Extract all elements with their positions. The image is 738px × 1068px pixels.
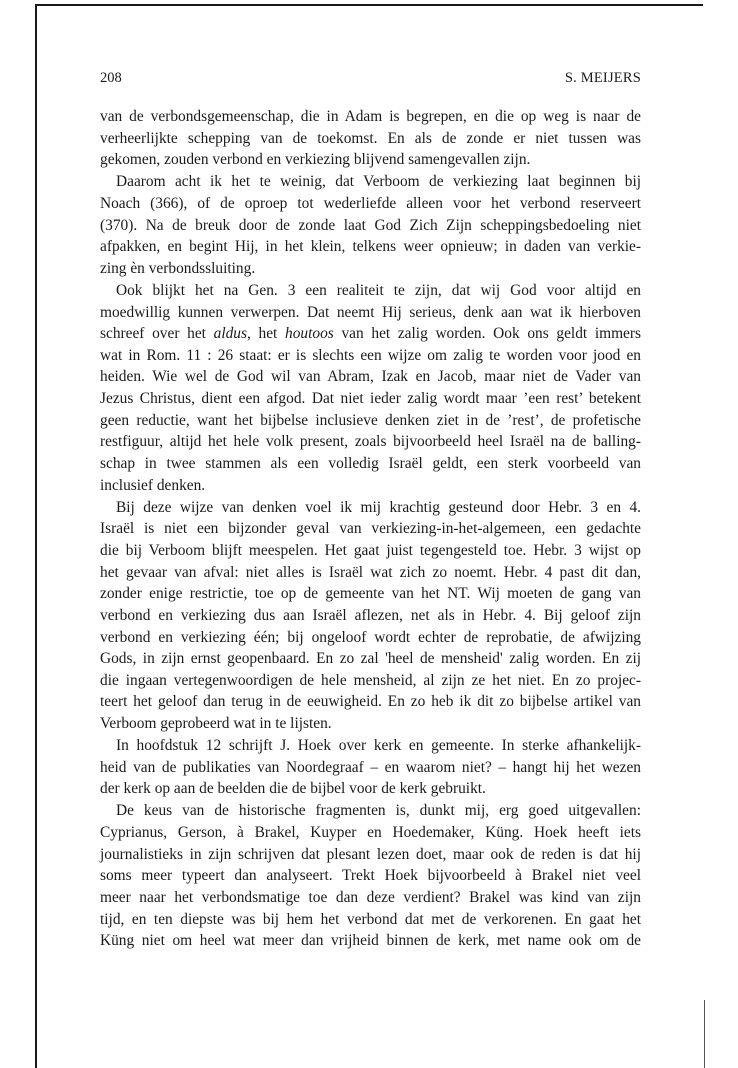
- text-line: In hoofdstuk 12 schrijft J. Hoek over kerk en gemeente. In sterke afhankelijk-: [116, 737, 641, 755]
- body-text: [100, 106, 641, 952]
- text-line: inclusief denken.: [100, 476, 206, 494]
- text-line: Daarom acht ik het te weinig, dat Verboom de verkiezing laat beginnen bij: [116, 173, 641, 191]
- paragraph: [100, 735, 641, 800]
- text-line: van de verbondsgemeenschap, die in Adam is begrepen, en die op weg is naar de: [100, 108, 641, 125]
- paragraph: [100, 171, 641, 279]
- text-line: wat in Rom. 11 : 26 staat: er is slechts een wijze om zalig te worden voor jood en: [100, 346, 641, 364]
- text-line: schap in twee stammen als een volledig Israël geldt, een sterk voorbeeld van: [100, 455, 641, 473]
- text-segment: schreef over het: [100, 325, 214, 343]
- text-line: gekomen, zouden verbond en verkiezing blijvend samengevallen zijn.: [100, 151, 531, 169]
- text-line: heid van de publikaties van Noordegraaf – en waarom niet? – hangt hij het wezen: [100, 758, 641, 776]
- text-line: verheerlijkte schepping van de toekomst. En als de zonde er niet tussen was: [100, 129, 641, 147]
- text-line: zonder enige restrictie, toe op de gemeente van het NT. Wij moeten de gang van: [100, 585, 641, 603]
- text-line: Küng niet om heel wat meer dan vrijheid binnen de kerk, met name ook om de: [100, 932, 641, 950]
- scan-border-right: [704, 1000, 705, 1068]
- text-line: die bij Verboom blijft meespelen. Het gaat juist tegengesteld toe. Hebr. 3 wijst op: [100, 541, 641, 559]
- scan-border-top: [35, 4, 703, 6]
- italic-term: aldus: [213, 325, 247, 343]
- text-line: Jezus Christus, dient een afgod. Dat niet ieder zalig wordt maar ’een rest’ betekent: [100, 390, 641, 408]
- text-line: Noach (366), of de oproep tot wederliefde alleen voor het verbond reserveert: [100, 194, 641, 212]
- text-line: Ook blijkt het na Gen. 3 een realiteit te zijn, dat wij God voor altijd en: [116, 281, 641, 299]
- scan-border-left: [35, 4, 37, 1068]
- running-header: [100, 66, 641, 90]
- text-line: het gevaar van afval: niet alles is Israël wat zich zo noemt. Hebr. 4 past dit dan,: [100, 563, 641, 581]
- paragraph: [100, 106, 641, 171]
- text-line: die ingaan vertegenwoordigen de hele mensheid, al zijn ze het niet. En zo projec-: [100, 671, 641, 689]
- running-head-author: S. MEIJERS: [564, 70, 641, 86]
- text-line: tijd, en ten diepste was bij hem het verbond dat met de verkorenen. En gaat het: [100, 910, 641, 928]
- text-line: Bij deze wijze van denken voel ik mij krachtig gesteund door Hebr. 3 en 4.: [116, 498, 641, 516]
- text-line: Verboom geprobeerd wat in te lijsten.: [100, 715, 332, 733]
- text-line: moedwillig kunnen verwerpen. Dat neemt Hij serieus, denk aan wat ik hierboven: [100, 303, 641, 321]
- text-line: (370). Na de breuk door de zonde laat God Zich Zijn scheppingsbedoeling niet: [100, 216, 641, 234]
- text-line: restfiguur, altijd het hele volk present, zoals bijvoorbeeld heel Israël na de balling-: [100, 433, 641, 451]
- text-line: verbond en verkiezing dus aan Israël aflezen, net als in Hebr. 4. Bij geloof zijn: [100, 606, 641, 624]
- text-segment: , het: [247, 325, 286, 343]
- text-line: afpakken, en begint Hij, in het klein, telkens weer opnieuw; in daden van verkie-: [100, 238, 641, 256]
- text-line: Cyprianus, Gerson, à Brakel, Kuyper en Hoedemaker, Küng. Hoek heeft iets: [100, 824, 641, 842]
- paragraph: [100, 800, 641, 951]
- text-line: verbond en verkiezing één; bij ongeloof wordt echter de reprobatie, de afwijzing: [100, 628, 641, 646]
- text-line: zing èn verbondssluiting.: [100, 259, 256, 277]
- paragraph: [100, 497, 641, 735]
- text-segment: van het zalig worden. Ook ons geldt immers: [333, 325, 642, 343]
- text-line: De keus van de historische fragmenten is, dunkt mij, erg goed uitgevallen:: [116, 802, 641, 820]
- text-line: geen reductie, want het bijbelse inclusieve denken ziet in de ’rest’, de profetische: [100, 411, 641, 429]
- page-number: 208: [100, 70, 122, 86]
- paragraph: [100, 280, 641, 496]
- text-line: teert het geloof dan terug in de eeuwigheid. En zo heb ik dit zo bijbelse artikel van: [100, 693, 641, 711]
- text-line: soms meer typeert dan analyseert. Trekt Hoek bijvoorbeeld à Brakel niet veel: [100, 867, 641, 885]
- text-line: journalistieks in zijn schrijven dat plesant lezen doet, maar ook de reden is dat hij: [100, 845, 641, 863]
- text-line: Israël is niet een bijzonder geval van verkiezing-in-het-algemeen, een gedachte: [100, 520, 641, 538]
- italic-term: houtoos: [285, 325, 334, 343]
- text-line: der kerk op aan de beelden die de bijbel voor de kerk gebruikt.: [100, 780, 486, 798]
- text-line: [100, 323, 641, 345]
- text-line: Gods, in zijn ernst geopenbaard. En zo zal 'heel de mensheid' zalig worden. En zij: [100, 650, 641, 668]
- book-page: [100, 66, 641, 952]
- text-line: heiden. Wie wel de God wil van Abram, Izak en Jacob, maar niet de Vader van: [100, 368, 641, 386]
- text-line: meer naar het verbondsmatige toe dan deze verdient? Brakel was kind van zijn: [100, 889, 641, 907]
